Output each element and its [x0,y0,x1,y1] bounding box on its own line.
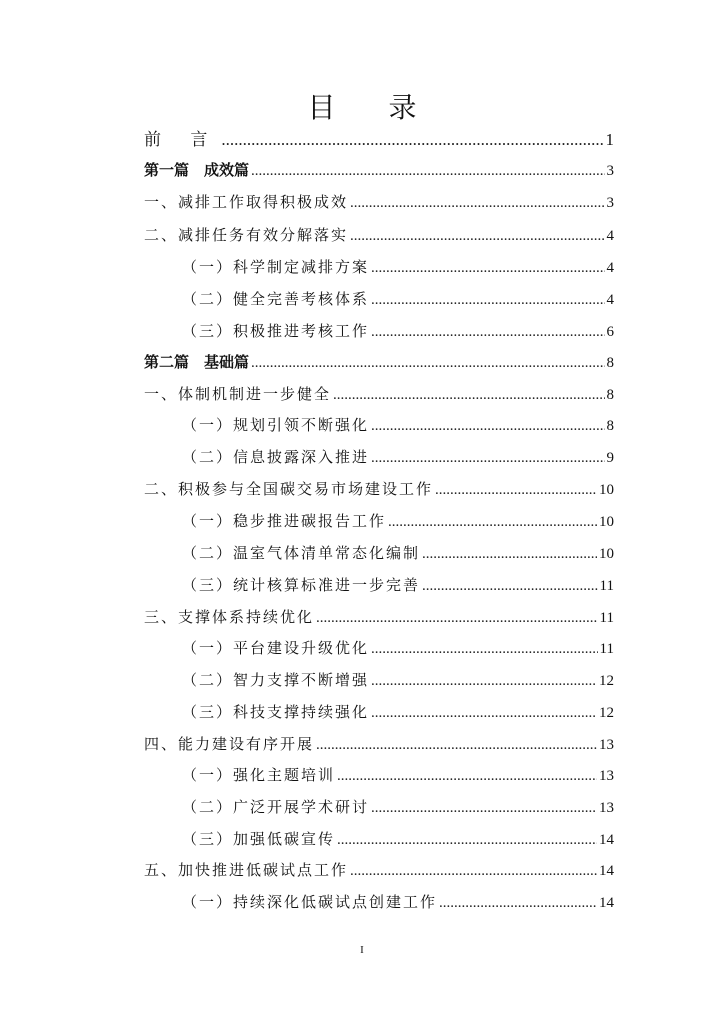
toc-entry[interactable] [144,606,614,632]
toc-leader-dots [350,863,597,880]
toc-entry-label: （一）稳步推进碳报告工作 [182,512,387,530]
toc-entry-label: （一）平台建设升级优化 [182,639,370,657]
toc-entry[interactable] [182,414,614,440]
toc-entry-label: （一）科学制定减排方案 [182,258,370,276]
toc-entry[interactable] [182,637,614,663]
toc-entry[interactable] [144,125,614,151]
toc-entry-label: 二、积极参与全国碳交易市场建设工作 [144,480,434,498]
toc-leader-dots [371,641,598,658]
toc-entry-page: 3 [606,163,614,179]
toc-entry-page: 14 [599,895,614,911]
toc-entry-label: （二）智力支撑不断增强 [182,671,370,689]
toc-entry[interactable] [144,383,614,409]
toc-leader-dots [435,482,597,499]
toc-entry-page: 11 [599,641,614,657]
toc-entry[interactable] [182,828,614,854]
toc-leader-dots [337,832,597,849]
toc-leader-dots [371,673,597,690]
toc-entry-page: 13 [599,768,614,784]
toc-leader-dots [251,355,604,372]
toc-entry-page: 4 [606,228,614,244]
toc-entry[interactable] [182,510,614,536]
toc-entry[interactable] [182,288,614,314]
toc-entry[interactable] [144,224,614,250]
page-title: 目 录 [307,91,439,124]
toc-entry-page: 14 [599,863,614,879]
toc-entry-label: 一、减排工作取得积极成效 [144,193,349,211]
toc-entry[interactable] [182,764,614,790]
toc-leader-dots [371,324,604,341]
toc-leader-dots [422,578,598,595]
toc-entry-page: 6 [606,324,614,340]
toc-entry-label: （三）统计核算标准进一步完善 [182,576,421,594]
toc-entry[interactable] [182,796,614,822]
toc-leader-dots [337,768,597,785]
toc-leader-dots [371,450,604,467]
toc-entry-label: （二）广泛开展学术研讨 [182,798,370,816]
toc-leader-dots [221,130,603,150]
toc-entry-page: 11 [599,578,614,594]
toc-entry-label: （二）健全完善考核体系 [182,290,370,308]
toc-entry[interactable] [182,542,614,568]
toc-entry-page: 10 [599,482,614,498]
toc-entry[interactable] [144,351,614,377]
toc-entry-page: 12 [599,705,614,721]
toc-leader-dots [350,195,604,212]
toc-entry-page: 14 [599,832,614,848]
toc-leader-dots [371,260,604,277]
toc-entry[interactable] [182,256,614,282]
toc-leader-dots [371,418,604,435]
toc-entry[interactable] [144,859,614,885]
toc-leader-dots [316,610,598,627]
toc-entry-label: （一）强化主题培训 [182,766,336,784]
toc-entry-label: （三）积极推进考核工作 [182,322,370,340]
toc-entry-label: （三）加强低碳宣传 [182,830,336,848]
toc-entry[interactable] [182,446,614,472]
toc-entry-label: （二）温室气体清单常态化编制 [182,544,421,562]
toc-entry[interactable] [144,159,614,185]
toc-entry-label: 前 言 [144,130,220,150]
toc-entry-label: 四、能力建设有序开展 [144,735,315,753]
toc-entry-label: 二、减排任务有效分解落实 [144,226,349,244]
toc-entry-label: 第一篇 成效篇 [144,161,250,179]
toc-entry-label: （三）科技支撑持续强化 [182,703,370,721]
toc-entry-page: 10 [599,546,614,562]
toc-leader-dots [422,546,597,563]
toc-leader-dots [251,163,604,180]
toc-entry[interactable] [182,669,614,695]
toc-entry-label: 三、支撑体系持续优化 [144,608,315,626]
toc-leader-dots [316,737,597,754]
toc-entry-label: （一）持续深化低碳试点创建工作 [182,893,438,911]
toc-entry-page: 4 [606,292,614,308]
toc-entry-page: 12 [599,673,614,689]
toc-entry-page: 13 [599,800,614,816]
toc-entry-page: 10 [599,514,614,530]
toc-entry[interactable] [144,478,614,504]
toc-entry[interactable] [182,701,614,727]
toc-leader-dots [371,800,597,817]
toc-entry-page: 8 [606,387,614,403]
toc-entry[interactable] [182,891,614,917]
toc-entry-label: 一、体制机制进一步健全 [144,385,332,403]
toc-leader-dots [439,895,597,912]
toc-entry-page: 3 [606,195,614,211]
toc-leader-dots [371,705,597,722]
toc-entry-label: （一）规划引领不断强化 [182,416,370,434]
toc-leader-dots [371,292,604,309]
toc-entry-label: （二）信息披露深入推进 [182,448,370,466]
toc-entry[interactable] [182,574,614,600]
toc-entry-page: 1 [605,130,614,149]
toc-entry-page: 13 [599,737,614,753]
toc-entry[interactable] [144,191,614,217]
footer-page-number: I [360,944,364,956]
toc-leader-dots [350,228,604,245]
toc-entry-page: 9 [606,450,614,466]
toc-entry[interactable] [144,733,614,759]
toc-entry-page: 11 [599,610,614,626]
toc-entry-page: 8 [606,418,614,434]
toc-entry-label: 五、加快推进低碳试点工作 [144,861,349,879]
toc-entry-page: 4 [606,260,614,276]
toc-leader-dots [333,387,604,404]
toc-leader-dots [388,514,597,531]
toc-entry[interactable] [182,320,614,346]
toc-entry-page: 8 [606,355,614,371]
toc-entry-label: 第二篇 基础篇 [144,353,250,371]
